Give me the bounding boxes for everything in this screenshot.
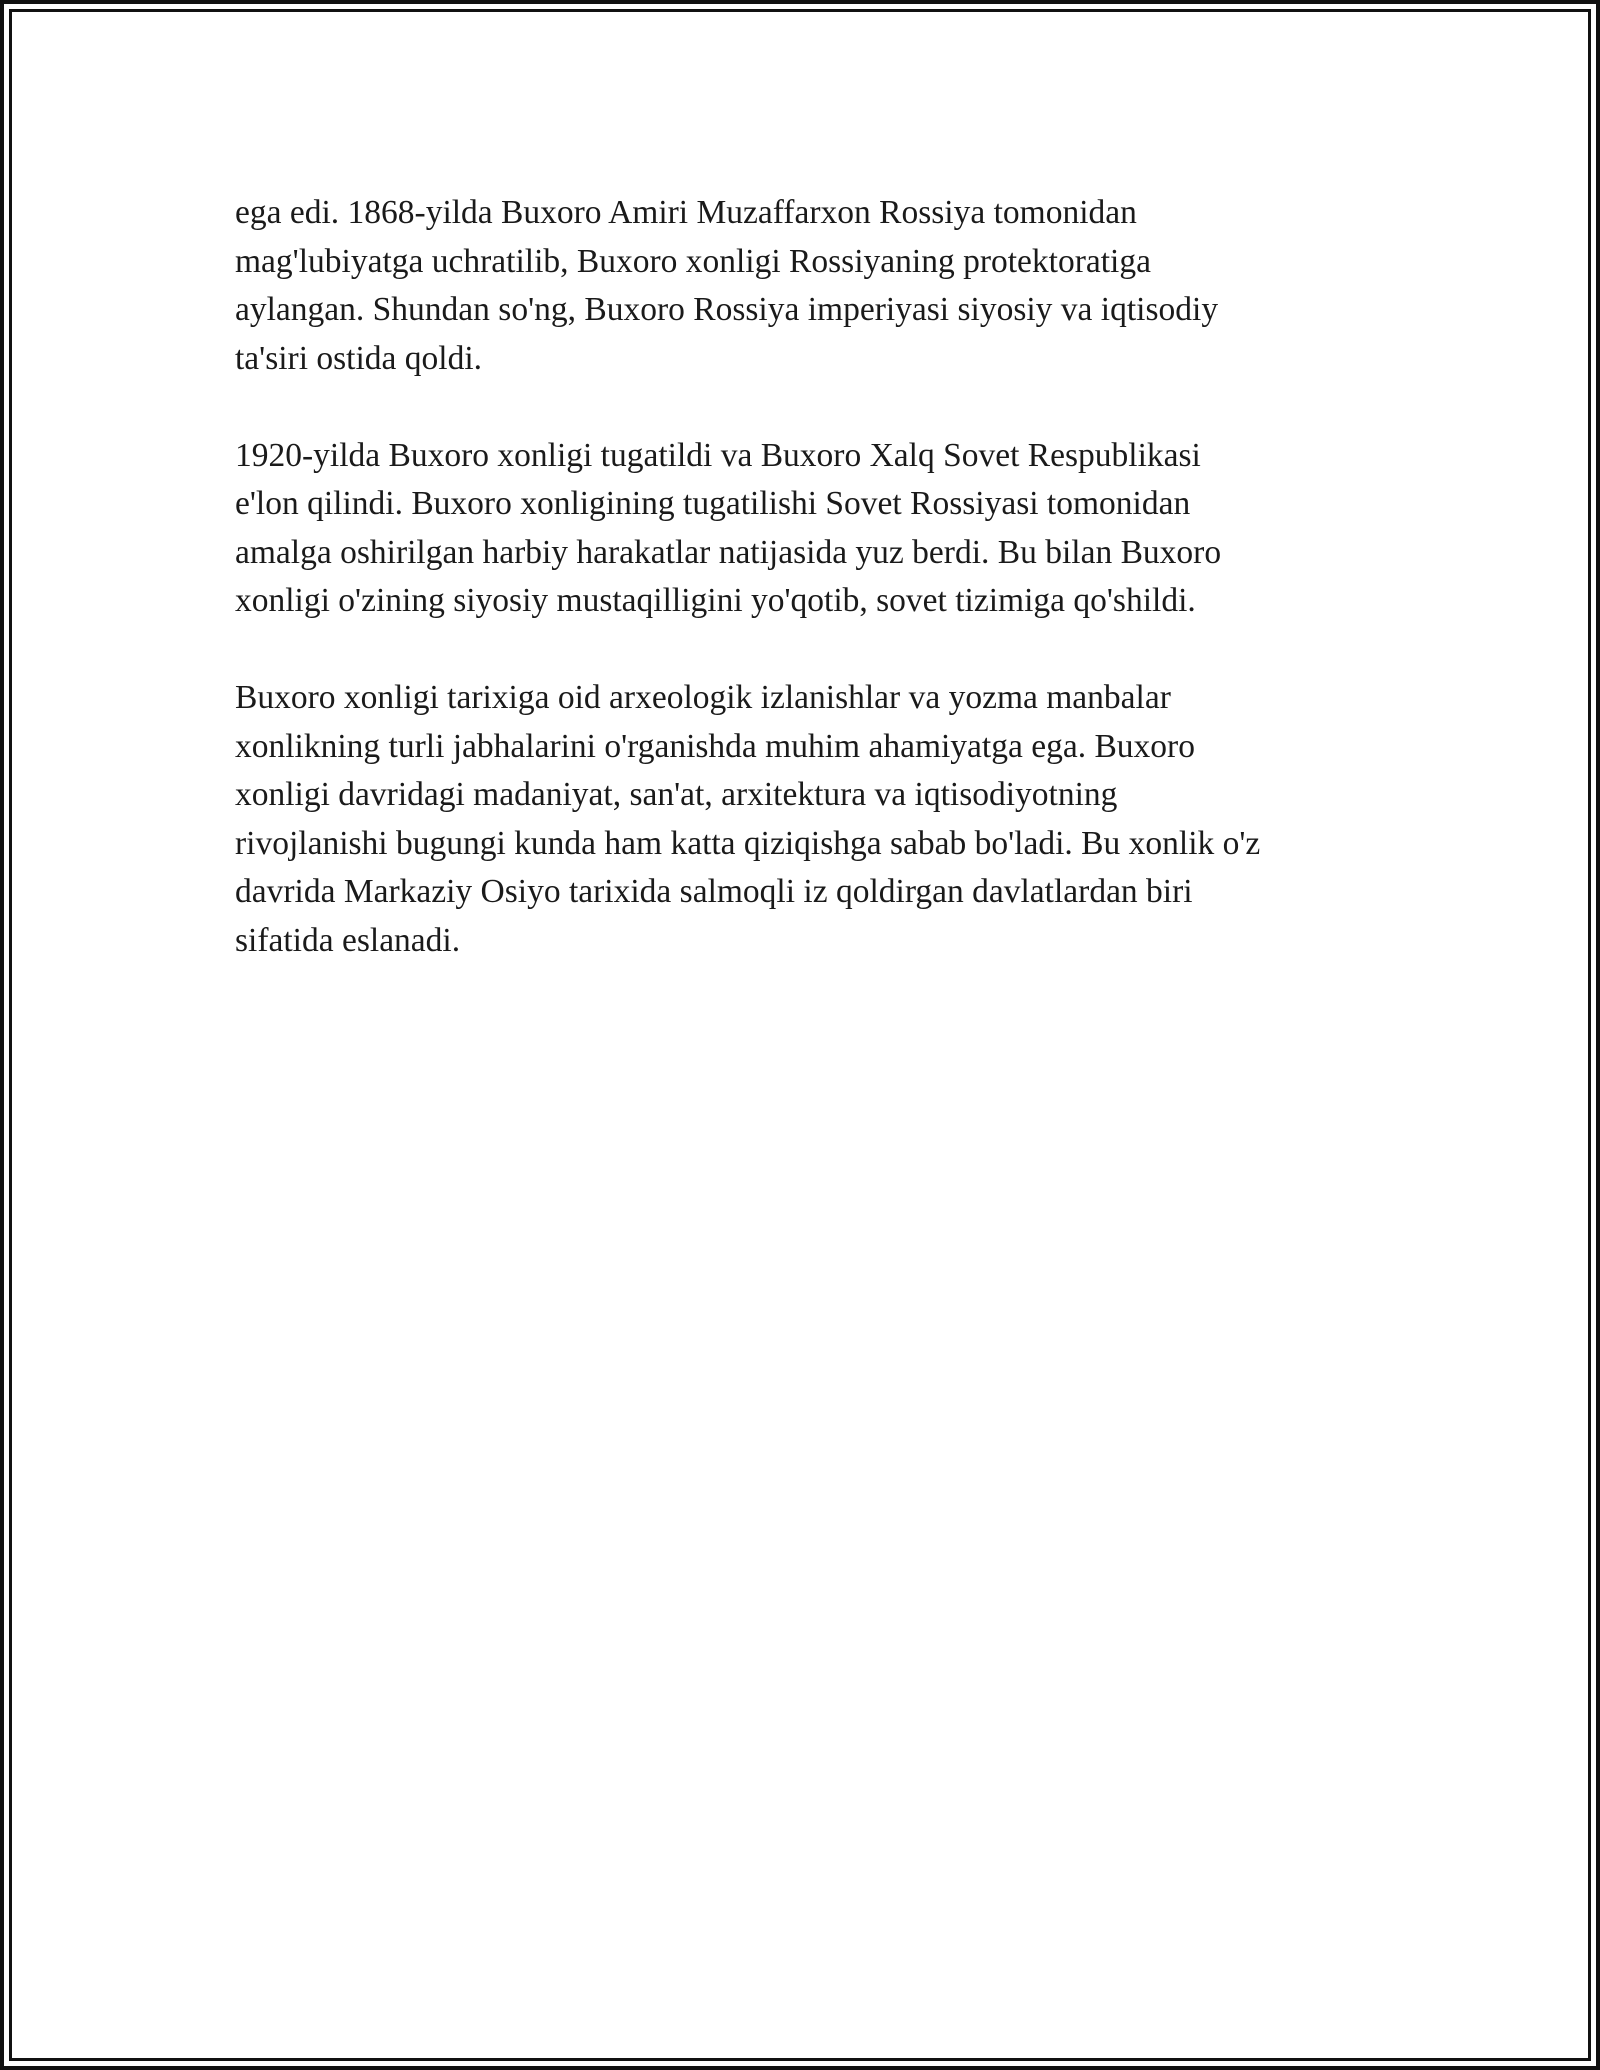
text-line: 1920-yilda Buxoro xonligi tugatildi va Buxoro Xalq Sovet Respublikasi bbox=[235, 436, 1201, 474]
paragraph-2 bbox=[235, 432, 1365, 626]
paragraph-3 bbox=[235, 674, 1365, 965]
text-line: e'lon qilindi. Buxoro xonligining tugatilishi Sovet Rossiyasi tomonidan bbox=[235, 485, 1191, 522]
paragraph-1 bbox=[235, 189, 1365, 383]
text-line: xonlikning turli jabhalarini o'rganishda muhim ahamiyatga ega. Buxoro bbox=[235, 727, 1195, 765]
document-body bbox=[235, 189, 1365, 1014]
text-line: ta'siri ostida qoldi. bbox=[235, 339, 483, 377]
text-line: rivojlanishi bugungi kunda ham katta qiziqishga sabab bo'ladi. Bu xonlik o'z bbox=[235, 824, 1261, 862]
text-line: amalga oshirilgan harbiy harakatlar natijasida yuz berdi. Bu bilan Buxoro bbox=[235, 533, 1222, 571]
text-line: sifatida eslanadi. bbox=[235, 921, 461, 959]
text-line: mag'lubiyatga uchratilib, Buxoro xonligi Rossiyaning protektoratiga bbox=[235, 242, 1151, 280]
text-line: davrida Markaziy Osiyo tarixida salmoqli iz qoldirgan davlatlardan biri bbox=[235, 873, 1193, 910]
text-line: xonligi davridagi madaniyat, san'at, arxitektura va iqtisodiyotning bbox=[235, 776, 1118, 813]
text-line: ega edi. 1868-yilda Buxoro Amiri Muzaffarxon Rossiya tomonidan bbox=[235, 194, 1137, 231]
text-line: aylangan. Shundan so'ng, Buxoro Rossiya imperiyasi siyosiy va iqtisodiy bbox=[235, 291, 1219, 328]
text-line: xonligi o'zining siyosiy mustaqilligini yo'qotib, sovet tizimiga qo'shildi. bbox=[235, 582, 1196, 619]
text-line: Buxoro xonligi tarixiga oid arxeologik izlanishlar va yozma manbalar bbox=[235, 679, 1171, 716]
